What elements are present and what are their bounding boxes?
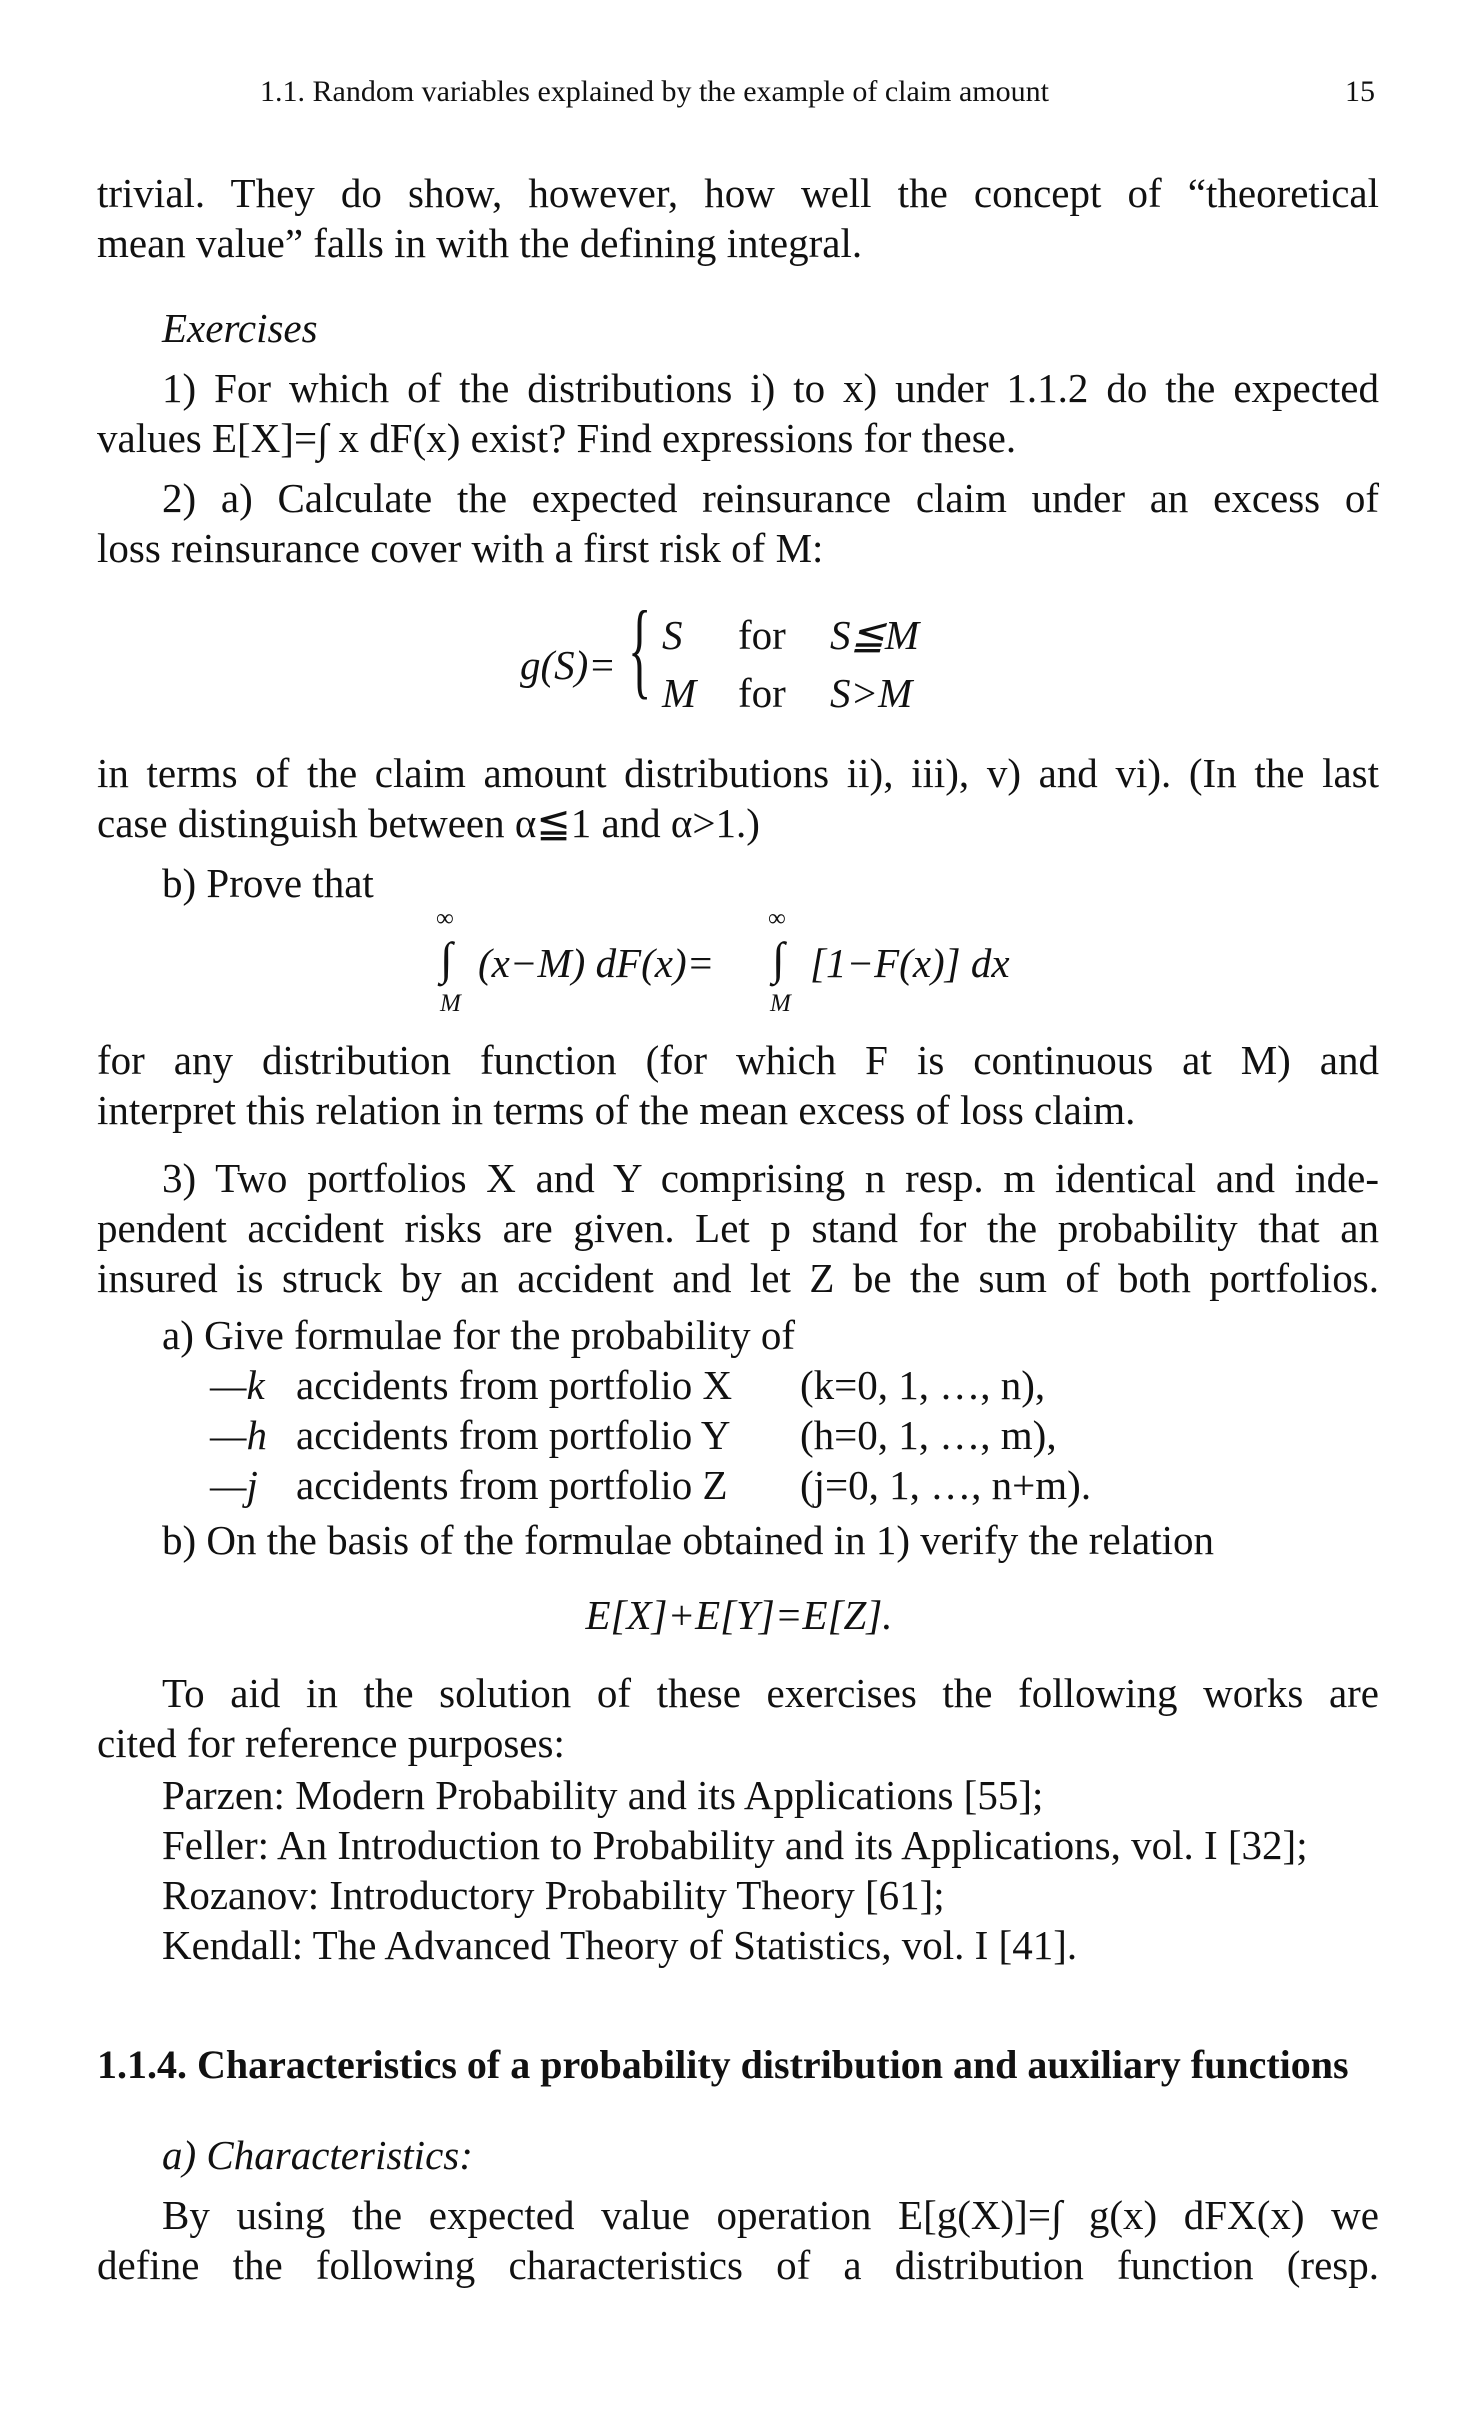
ex3-line-2: pendent accident risks are given. Let p stand for the probability that an [97,1205,1379,1251]
final-para-line-2: define the following characteristics of a distribution function (resp. [97,2242,1379,2288]
ref-item-feller: Feller: An Introduction to Probability and its Applications, vol. I [32]; [162,1822,1308,1868]
ex2a-line-2: loss reinsurance cover with a first risk of M: [97,525,824,571]
formula-g-case1-val: S [662,612,683,658]
formula-g-brace: { [628,590,652,709]
formula-g-case2-for: for [738,670,786,716]
formula-expectation: E[X]+E[Y]=E[Z]. [585,1592,893,1638]
ex3a-label: a) Give formulae for the probability of [162,1312,795,1358]
item-range: (h=0, 1, …, m), [800,1412,1057,1458]
ref-item-rozanov: Rozanov: Introductory Probability Theory [61]; [162,1872,945,1918]
formula-g-case1-cond: S≦M [830,612,920,658]
exercises-heading: Exercises [162,305,318,351]
int2-lower: M [770,990,791,1017]
ex3-line-1: 3) Two portfolios X and Y comprising n resp. m identical and inde- [162,1155,1379,1201]
ex2b-cont-line-2: interpret this relation in terms of the mean excess of loss claim. [97,1087,1136,1133]
item-text: accidents from portfolio Z [296,1462,728,1508]
ex2a-line-1: 2) a) Calculate the expected reinsurance claim under an excess of [162,475,1379,521]
ex3b-line: b) On the basis of the formulae obtained in 1) verify the relation [162,1517,1215,1563]
ref-item-kendall: Kendall: The Advanced Theory of Statistics, vol. I [41]. [162,1922,1078,1968]
intro-line-1: trivial. They do show, however, how well the concept of “theoretical [97,170,1379,216]
item-text: accidents from portfolio X [296,1362,733,1408]
item-text: accidents from portfolio Y [296,1412,731,1458]
item-range: (k=0, 1, …, n), [800,1362,1046,1408]
ex1-line-1: 1) For which of the distributions i) to x) under 1.1.2 do the expected [162,365,1379,411]
int2-sign: ∫ [772,933,785,984]
page-number: 15 [1345,75,1375,108]
formula-g-case2-cond: S>M [830,670,913,716]
section-title: 1.1.4. Characteristics of a probability distribution and auxiliary functions [97,2042,1349,2087]
ex2a-cont-line-1: in terms of the claim amount distributions ii), iii), v) and vi). (In the last [97,750,1379,796]
int1-integrand: (x−M) dF(x)= [478,940,715,986]
ex3-line-3: insured is struck by an accident and let Z be the sum of both portfolios. [97,1255,1379,1301]
formula-g-case1-for: for [738,612,786,658]
refs-intro-line-1: To aid in the solution of these exercises the following works are [162,1670,1379,1716]
int1-lower: M [440,990,461,1017]
formula-g-lhs: g(S)= [520,642,616,688]
item-dash: —k [210,1362,265,1408]
int2-upper: ∞ [768,905,786,932]
int1-upper: ∞ [436,905,454,932]
item-dash: —j [210,1462,258,1508]
intro-line-2: mean value” falls in with the defining integral. [97,220,863,266]
int1-sign: ∫ [440,933,453,984]
ref-item-parzen: Parzen: Modern Probability and its Applications [55]; [162,1772,1044,1818]
item-range: (j=0, 1, …, n+m). [800,1462,1092,1508]
refs-intro-line-2: cited for reference purposes: [97,1720,565,1766]
subsection-title: a) Characteristics: [162,2132,473,2178]
ex1-line-2: values E[X]=∫ x dF(x) exist? Find expressions for these. [97,415,1017,461]
item-dash: —h [210,1412,267,1458]
formula-g-case2-val: M [662,670,697,716]
int2-integrand: [1−F(x)] dx [810,940,1010,986]
ex2a-cont-line-2: case distinguish between α≦1 and α>1.) [97,800,760,846]
running-title: 1.1. Random variables explained by the example of claim amount [260,75,1049,108]
final-para-line-1: By using the expected value operation E[g(X)]=∫ g(x) dFX(x) we [162,2192,1379,2238]
ex2b-cont-line-1: for any distribution function (for which F is continuous at M) and [97,1037,1379,1083]
ex2b-label: b) Prove that [162,860,374,906]
